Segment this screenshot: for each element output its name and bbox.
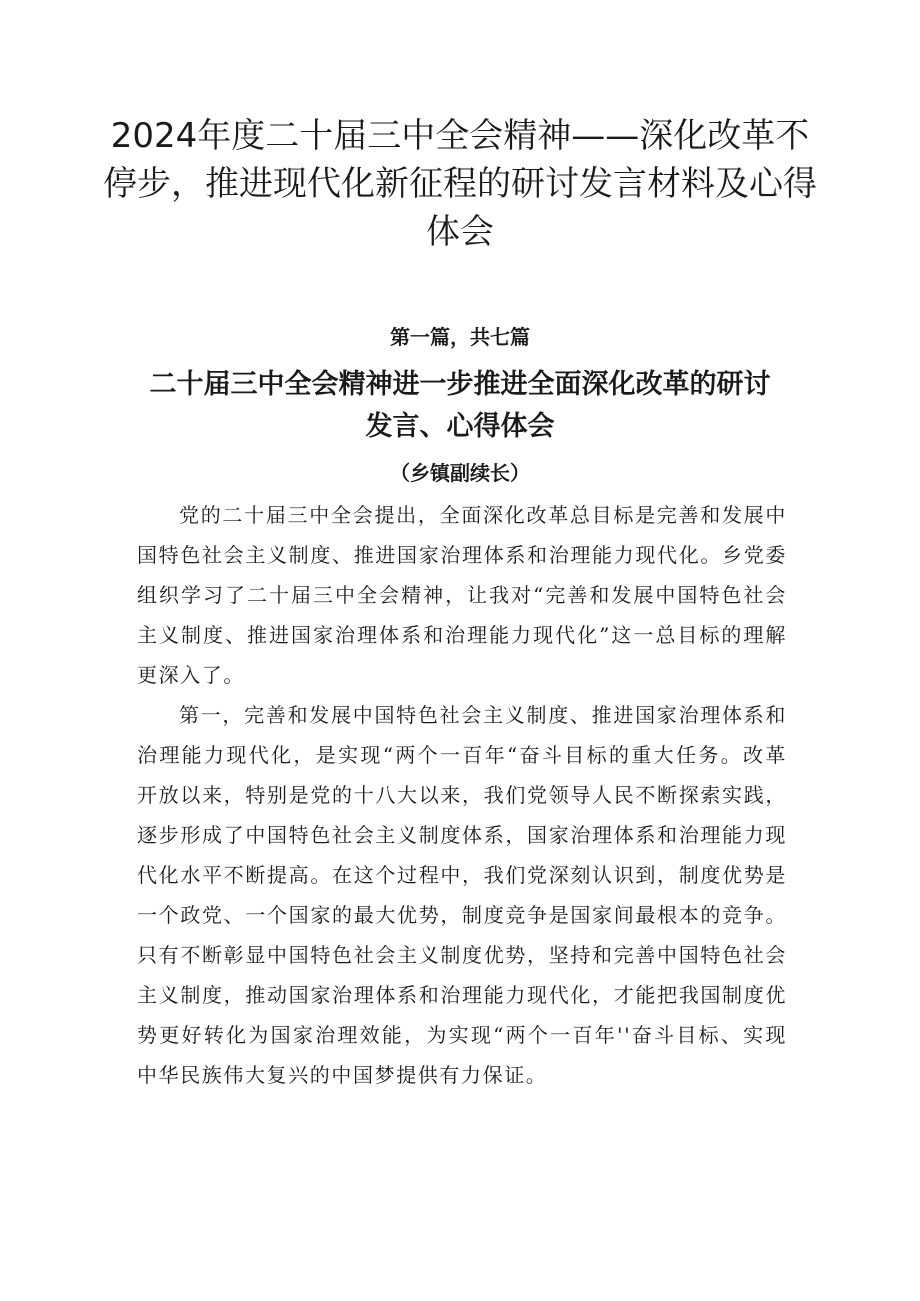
section-label: 第一篇，共七篇 — [390, 325, 530, 349]
author-line: （乡镇副续长） — [390, 461, 530, 485]
document-subtitle: 二十届三中全会精神进一步推进全面深化改革的研讨发言、心得体会 — [149, 369, 771, 442]
body-text — [137, 495, 787, 1095]
paragraph-intro: 党的二十届三中全会提出，全面深化改革总目标是完善和发展中国特色社会主义制度、推进国家治理体系和治理能力现代化。乡党委组织学习了二十届三中全会精神，让我对“完善和发展中国特色社会主义制度、推进国家治理体系和治理能力现代化”这一总目标的理解更深入了。 — [137, 503, 787, 687]
paragraph-first-point: 第一，完善和发展中国特色社会主义制度、推进国家治理体系和治理能力现代化，是实现“两个一百年“奋斗目标的重大任务。改革开放以来，特别是党的十八大以来，我们党领导人民不断探索实践，逐步形成了中国特色社会主义制度体系，国家治理体系和治理能力现代化水平不断提高。在这个过程中，我们党深刻认识到，制度优势是一个政党、一个国家的最大优势，制度竞争是国家间最根本的竞争。只有不断彰显中国特色社会主义制度优势，坚持和完善中国特色社会主义制度，推动国家治理体系和治理能力现代化，才能把我国制度优势更好转化为国家治理效能，为实现“两个一百年''奋斗目标、实现中华民族伟大复兴的中国梦提供有力保证。 — [137, 703, 787, 1087]
document-title: 2024年度二十届三中全会精神——深化改革不停步，推进现代化新征程的研讨发言材料及心得体会 — [103, 116, 817, 252]
